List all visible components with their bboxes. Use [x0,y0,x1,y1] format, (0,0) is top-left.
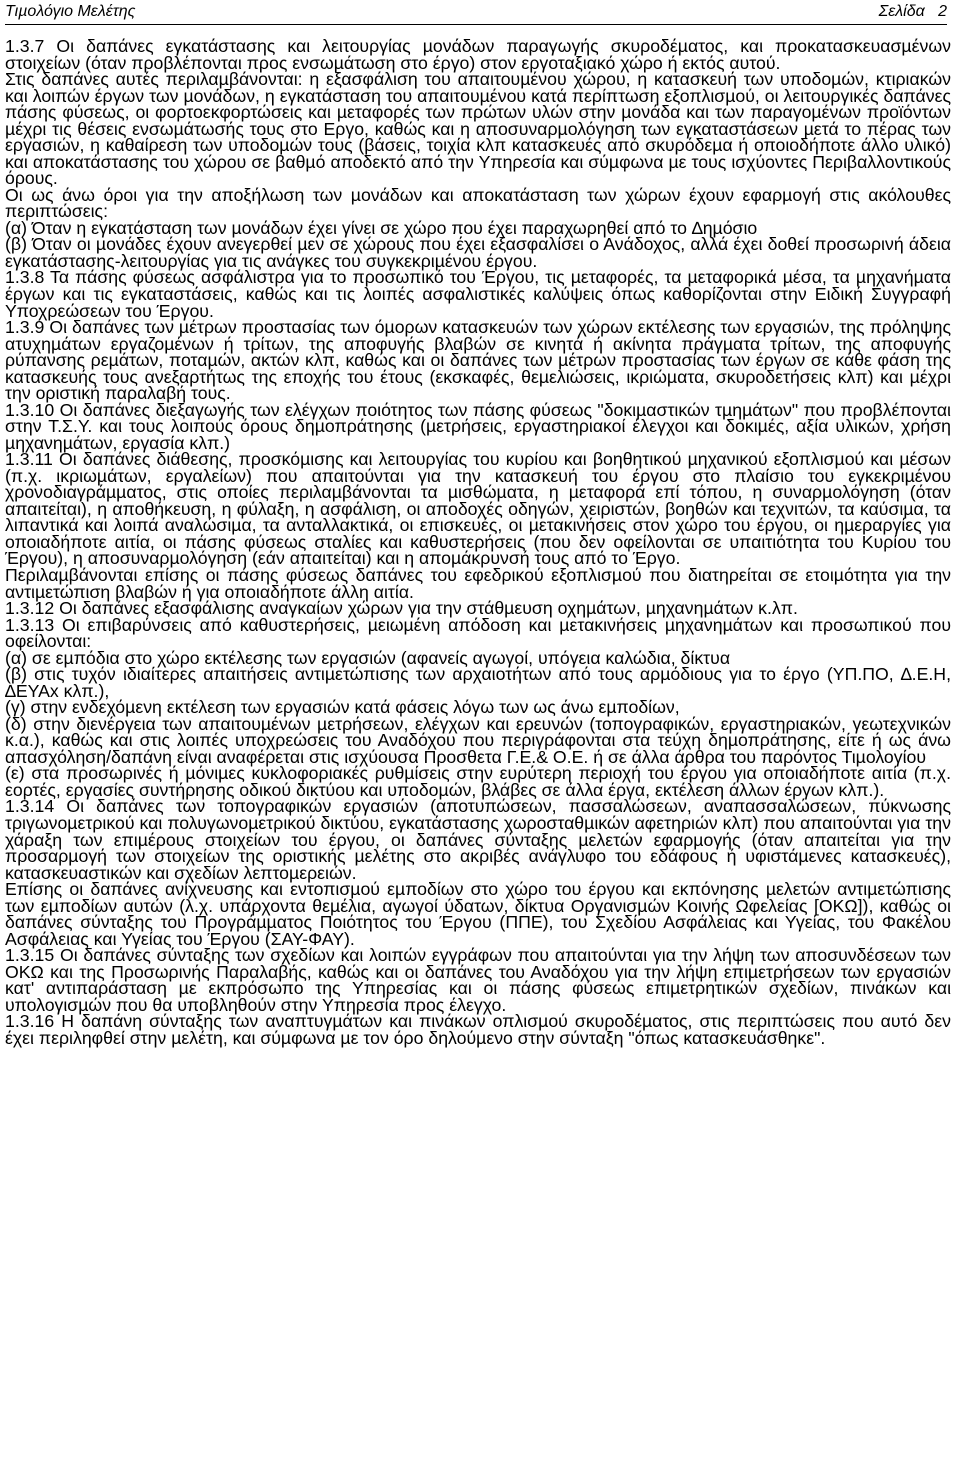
paragraph: 1.3.16 Η δαπάνη σύνταξης των αναπτυγµάτων και πινάκων οπλισµού σκυροδέµατος, στις περιπτώσεις που αυτό δεν έχει περιληφθεί στην µελέτη, και σύµφωνα µε τον όρο δηλούµενο στην σύνταξη "όπως κατασκευάσθηκε". [5,1011,951,1048]
paragraph: (γ) στην ενδεχόµενη εκτέλεση των εργασιών κατά φάσεις λόγω των ως άνω εµποδίων, [5,697,680,718]
page-number: 2 [938,3,947,20]
paragraph: (ε) στα προσωρινές ή µόνιµες κυκλοφοριακές ρυθµίσεις στην ευρύτερη περιοχή του έργου για οποιαδήποτε αιτία (π.χ. εορτές, εργασίες συντήρησης οδικού δικτύου και υποδοµών, βλάβες σε άλλα έργα, εκτέλεση άλλων έργων κλπ.). [5,763,951,800]
header-divider [5,24,947,25]
paragraph: 1.3.8 Τα πάσης φύσεως ασφάλιστρα για το προσωπικό του Έργου, τις µεταφορές, τα µεταφορικά µέσα, τα µηχανήµατα έργων και τις εγκαταστάσεις, καθώς και τις λοιπές ασφαλιστικές καλύψεις όπως καθορίζονται στην Ειδική Συγγραφή Υποχρεώσεων του Έργου. [5,267,951,321]
page-header [5,2,947,24]
paragraph: 1.3.10 Οι δαπάνες διεξαγωγής των ελέγχων ποιότητος των πάσης φύσεως "δοκιµαστικών τµηµάτων" που προβλέπονται στην Τ.Σ.Υ. και τους λοιπούς όρους δηµοπράτησης (µετρήσεις, εργαστηριακοί έλεγχοι και δοκιµές, αξία υλικών, χρήση µηχανηµάτων, εργασία κλπ.) [5,399,951,453]
paragraph: (α) σε εµπόδια στο χώρο εκτέλεσης των εργασιών (αφανείς αγωγοί, υπόγεια καλώδια, δίκτυα [5,647,731,668]
page-label: Σελίδα [878,3,925,20]
paragraph: 1.3.15 Οι δαπάνες σύνταξης των σχεδίων και λοιπών εγγράφων που απαιτούνται για την λήψη των αποσυνδέσεων των ΟΚΩ και της Προσωρινής Παραλαβής, καθώς και οι δαπάνες του Αναδόχου για την λήψη επιµετρήσεων των εργασιών κατ' αντιπαράσταση µε εκπρόσωπο της Υπηρεσίας και οι πάσης φύσεως επιµετρητικών σχεδίων, πινάκων και υπολογισµών που θα υποβληθούν στην Υπηρεσία προς έλεγχο. [5,945,951,1015]
paragraph: 1.3.11 Οι δαπάνες διάθεσης, προσκόµισης και λειτουργίας του κυρίου και βοηθητικού µηχανικού εξοπλισµού και µέσων (π.χ. ικριωµάτων, εργαλείων) που απαιτούνται για την κατασκευή του έργου στο πλαίσιο του εγκεκριµένου χρονοδιαγράµµατος, στις οποίες περιλαµβάνονται τα µισθώµατα, η µεταφορά επί τόπου, η συναρµολόγηση (όταν απαιτείται), η αποθήκευση, η φύλαξη, η ασφάλιση, οι αποδοχές οδηγών, χειριστών, βοηθών και τεχνιτών, τα καύσιµα, τα λιπαντικά και λοιπά αναλώσιµα, τα ανταλλακτικά, οι επισκευές, οι µετακινήσεις στον χώρο του έργου, οι ηµεραργίες για οποιαδήποτε αιτία, οι πάσης φύσεως σταλίες και καθυστερήσεις (που δεν οφείλονται σε υπαιτιότητα του Κυρίου του Έργου), η αποσυναρµολόγηση (εάν απαιτείται) και η αποµάκρυνσή τους από το Έργο. [5,449,951,569]
document-title: Τιµολόγιο Μελέτης [5,3,136,20]
paragraph: Στις δαπάνες αυτές περιλαµβάνονται: η εξασφάλιση του απαιτουµένου χώρου, η κατασκευή των υποδοµών, κτιριακών και λοιπών έργων των µονάδων, η εγκατάσταση του απαιτουµένου κατά περίπτωση εξοπλισµού, οι λειτουργικές δαπάνες πάσης φύσεως, οι φορτοεκφορτώσεις και µεταφορές των πρώτων υλών στην µονάδα και των παραγοµένων προϊόντων µέχρι τις θέσεις ενσωµάτωσής τους στο Εργο, καθώς και η αποσυναρµολόγηση των εγκαταστάσεων µετά το πέρας των εργασιών, η καθαίρεση των υποδοµών τους (βάσεις, τοιχία κλπ κατασκευές από σκυρόδεµα ή οποιοδήποτε άλλο υλικό) και αποκατάστασης του χώρου σε βαθµό αποδεκτό από την Υπηρεσία και σύµφωνα µε τους ισχύοντες Περιβαλλοντικούς όρους. [5,69,951,189]
paragraph: 1.3.14 Οι δαπάνες των τοπογραφικών εργασιών (αποτυπώσεων, πασσαλώσεων, αναπασσαλώσεων, πύκνωσης τριγωνοµετρικού και πολυγωνοµετρικού δικτύου, εγκατάστασης χωροσταθµικών αφετηριών κλπ) που απαιτούνται για την χάραξη των επιµέρους στοιχείων του έργου, οι δαπάνες σύνταξης µελετών εφαρµογής (όταν απαιτείται για την προσαρµογή των στοιχείων της οριστικής µελέτης στο ακριβές ανάγλυφο του εδάφους ή υφιστάµενες κατασκευές), κατασκευαστικών και σχεδίων λεπτοµερειών. [5,796,951,883]
paragraph: 1.3.12 Οι δαπάνες εξασφάλισης αναγκαίων χώρων για την στάθµευση οχηµάτων, µηχανηµάτων κ.λπ. [5,598,798,619]
paragraph: Επίσης οι δαπάνες ανίχνευσης και εντοπισµού εµποδίων στο χώρο του έργου και εκπόνησης µελετών αντιµετώπισης των εµποδίων αυτών (λ.χ. υπάρχοντα θεµέλια, αγωγοί ύδατων, δίκτυα Οργανισµών Κοινής Ωφελείας [ΟΚΩ]), καθώς οι δαπάνες σύνταξης του Προγράµµατος Ποιότητος του Έργου (ΠΠΕ), του Σχεδίου Ασφάλειας και Υγείας, του Φακέλου Ασφάλειας και Υγείας του Έργου (ΣΑΥ-ΦΑΥ). [5,879,951,949]
paragraph: (β) στις τυχόν ιδιαίτερες απαιτήσεις αντιµετώπισης των αρχαιοτήτων από τους αρµόδιους για το έργο (ΥΠ.ΠΟ, ∆.Ε.Η, ∆ΕΥΑx κλπ.), [5,664,951,701]
paragraph: (β) Όταν οι µονάδες έχουν ανεγερθεί µεν σε χώρους που έχει εξασφαλίσει ο Ανάδοχος, αλλά έχει δοθεί προσωρινή άδεια εγκατάστασης-λειτουργίας για τις ανάγκες του συγκεκριµένου έργου. [5,234,951,271]
paragraph: Περιλαµβάνονται επίσης οι πάσης φύσεως δαπάνες του εφεδρικού εξοπλισµού που διατηρείται σε ετοιµότητα για την αντιµετώπιση βλαβών ή για οποιαδήποτε άλλη αιτία. [5,565,951,602]
paragraph: (δ) στην διενέργεια των απαιτουµένων µετρήσεων, ελέγχων και ερευνών (τοπογραφικών, εργαστηριακών, γεωτεχνικών κ.α.), καθώς και στις λοιπές υποχρεώσεις του Αναδόχου που περιγράφονται στα τεύχη δηµοπράτησης, είτε ή ως άνω απασχόληση/δαπάνη είναι αναφέρεται στις ισχύουσα Προσθετα Γ.Ε.& Ο.Ε. ή σε άλλα άρθρα του παρόντος Τιµολογίου [5,713,951,767]
page-indicator [879,2,947,22]
paragraph: (α) Όταν η εγκατάσταση των µονάδων έχει γίνει σε χώρο που έχει παραχωρηθεί από το ∆ηµόσιο [5,217,758,238]
paragraph: 1.3.13 Οι επιβαρύνσεις από καθυστερήσεις, µειωµένη απόδοση και µετακινήσεις µηχανηµάτων και προσωπικού που οφείλονται: [5,614,951,652]
paragraph: Οι ως άνω όροι για την αποξήλωση των µονάδων και αποκατάσταση των χώρων έχουν εφαρµογή στις ακόλουθες περιπτώσεις: [5,184,951,222]
paragraph: 1.3.9 Οι δαπάνες των µέτρων προστασίας των όµορων κατασκευών των χώρων εκτέλεσης των εργασιών, της πρόληψης ατυχηµάτων εργαζοµένων ή τρίτων, της αποφυγής βλαβών σε κινητά ή ακίνητα πράγµατα τρίτων, της αποφυγής ρύπανσης ρεµάτων, ποταµών, ακτών κλπ, καθώς και οι δαπάνες των µέτρων προστασίας των έργων σε κάθε φάση της κατασκευής τους ανεξαρτήτως της εποχής του έτους (εκσκαφές, θεµελιώσεις, ικριώµατα, σκυροδετήσεις κλπ) και µέχρι την οριστική παραλαβή τους. [5,317,951,404]
document-body [5,38,951,1046]
paragraph: 1.3.7 Οι δαπάνες εγκατάστασης και λειτουργίας µονάδων παραγωγής σκυροδέµατος, και προκατασκευασµένων στοιχείων (όταν προβλέπονται προς ενσωµάτωση στο έργο) στον εργοταξιακό χώρο ή εκτός αυτού. [5,36,951,73]
